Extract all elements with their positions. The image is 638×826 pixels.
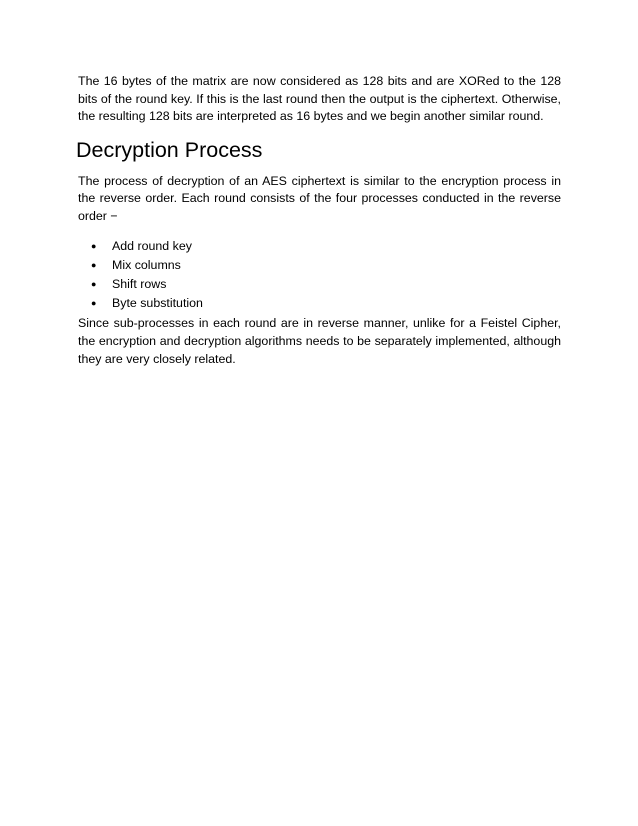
section-heading: Decryption Process xyxy=(76,137,263,162)
list-item-text: Mix columns xyxy=(112,257,181,272)
bullet-icon: ● xyxy=(91,259,97,270)
decryption-steps-list xyxy=(78,238,561,313)
conclusion-paragraph: Since sub-processes in each round are in reverse manner, unlike for a Feistel Cipher, the encryption and decryption algorithms needs to be separately implemented, although they are very closely related. xyxy=(78,316,561,366)
list-item xyxy=(78,295,561,313)
bullet-icon: ● xyxy=(91,297,97,308)
decryption-description-paragraph: The process of decryption of an AES ciphertext is similar to the encryption process in the reverse order. Each round consists of the four processes conducted in the reverse order − xyxy=(78,173,561,223)
bullet-icon: ● xyxy=(91,240,97,251)
list-item-text: Shift rows xyxy=(112,276,167,291)
list-item xyxy=(78,257,561,275)
list-item-text: Add round key xyxy=(112,238,192,253)
document-body xyxy=(78,73,561,368)
list-item xyxy=(78,276,561,294)
list-item-text: Byte substitution xyxy=(112,295,203,310)
bullet-icon: ● xyxy=(91,278,97,289)
intro-paragraph: The 16 bytes of the matrix are now considered as 128 bits and are XORed to the 128 bits of the round key. If this is the last round then the output is the ciphertext. Otherwise, the resulting 128 bits are interpreted as 16 bytes and we begin another similar round. xyxy=(78,74,561,124)
list-item xyxy=(78,238,561,256)
